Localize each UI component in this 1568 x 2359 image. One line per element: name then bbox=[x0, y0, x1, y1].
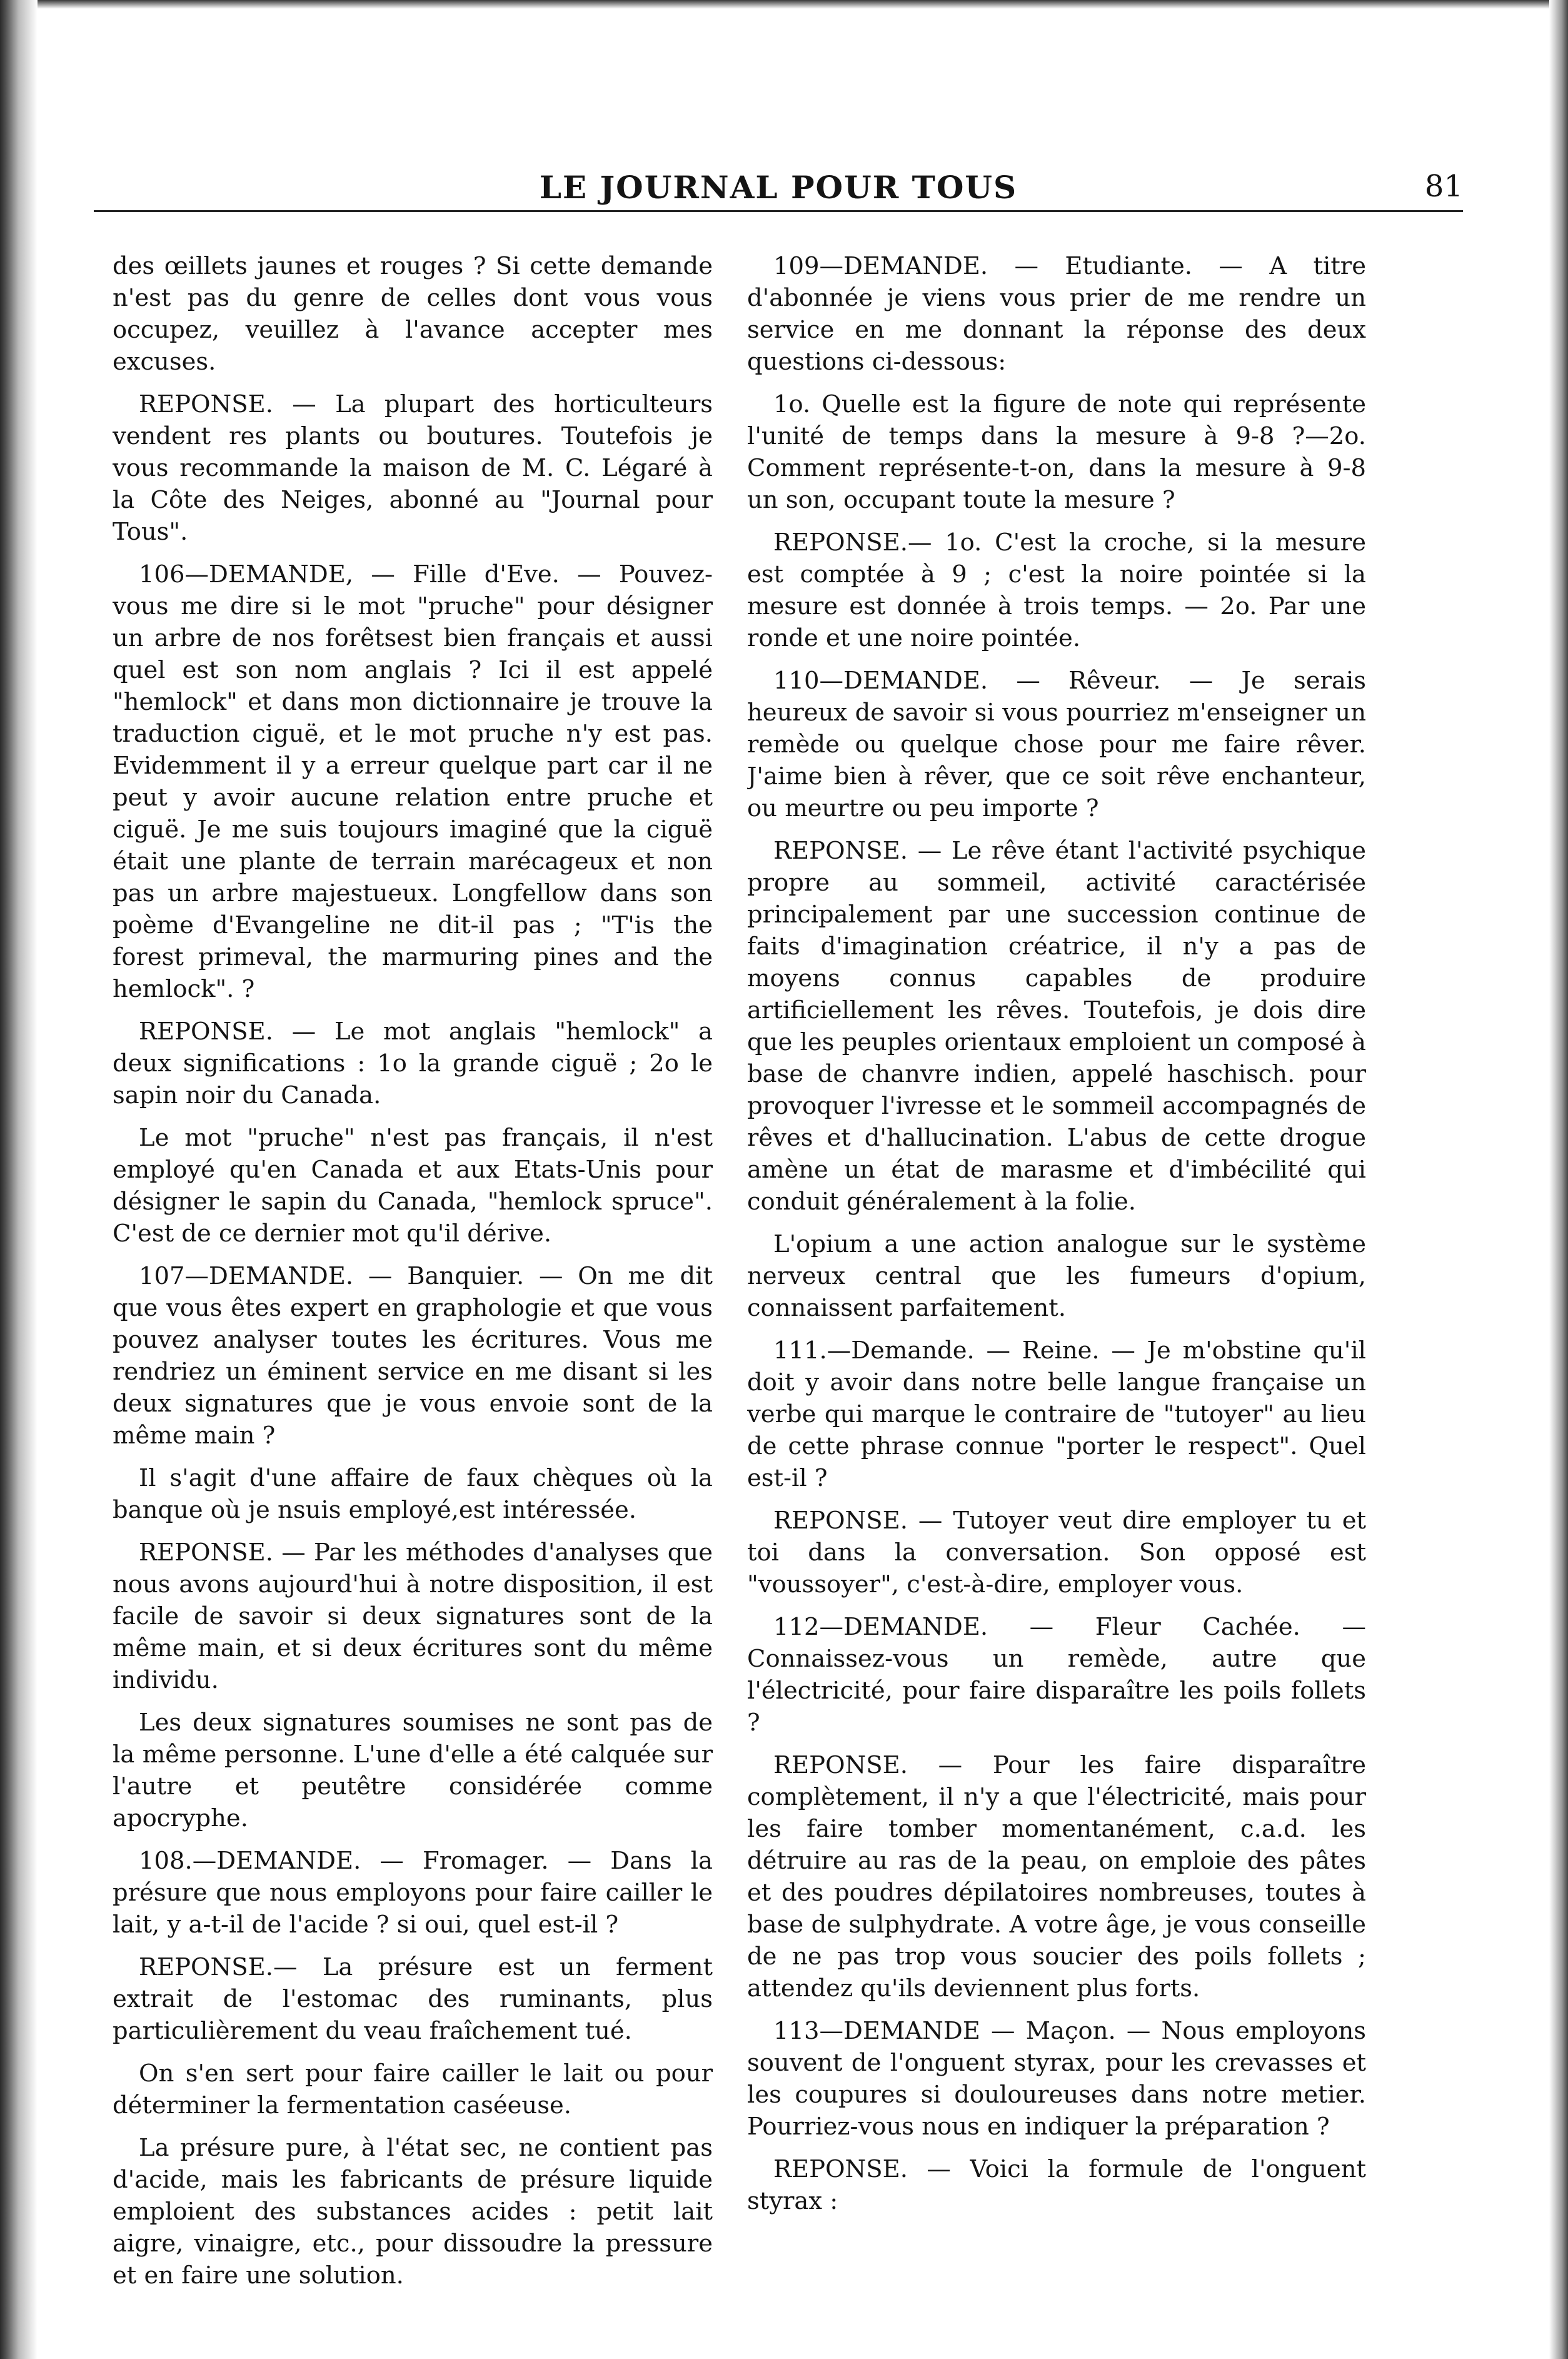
paragraph: 113—DEMANDE — Maçon. — Nous employons souvent de l'onguent styrax, pour les crevasses et les coupures si douloureuses dans notre metier. Pourriez-vous nous en indiquer la préparation ? bbox=[747, 2017, 1366, 2141]
paragraph: REPONSE. — Tutoyer veut dire employer tu et toi dans la conversation. Son opposé est "voussoyer", c'est-à-dire, employer vous. bbox=[747, 1507, 1366, 1599]
right-column bbox=[747, 250, 1366, 2351]
paragraph: Il s'agit d'une affaire de faux chèques où la banque où je nsuis employé,est intéressée. bbox=[113, 1464, 713, 1524]
paragraph: Le mot "pruche" n'est pas français, il n'est employé qu'en Canada et aux Etats-Unis pour désigner le sapin du Canada, "hemlock spruce". C'est de ce dernier mot qu'il dérive. bbox=[113, 1124, 713, 1248]
paragraph: La présure pure, à l'état sec, ne contient pas d'acide, mais les fabricants de présure liquide emploient des substances acides : petit lait aigre, vinaigre, etc., pour dissoudre la pressure et en faire une solution. bbox=[113, 2134, 713, 2290]
paragraph: 108.—DEMANDE. — Fromager. — Dans la présure que nous employons pour faire cailler le lait, y a-t-il de l'acide ? si oui, quel est-il ? bbox=[113, 1847, 713, 1939]
paragraph: 109—DEMANDE. — Etudiante. — A titre d'abonnée je viens vous prier de me rendre un service en me donnant la réponse des deux questions ci-dessous: bbox=[747, 252, 1366, 376]
page-header bbox=[94, 164, 1463, 214]
paragraph: REPONSE. — Par les méthodes d'analyses que nous avons aujourd'hui à notre disposition, il est facile de savoir si deux signatures sont de la même main, et si deux écritures sont du même individu. bbox=[113, 1538, 713, 1694]
paragraph: 106—DEMANDE, — Fille d'Eve. — Pouvez-vous me dire si le mot "pruche" pour désigner un arbre de nos forêtsest bien français et aussi quel est son nom anglais ? Ici il est appelé "hemlock" et dans mon dictionnaire je trouve la traduction ciguë, et le mot pruche n'y est pas. Evidemment il y a erreur quelque part car il ne peut y avoir aucune relation entre pruche et ciguë. Je me suis toujours imaginé que la ciguë était une plante de terrain marécageux et non pas un arbre majestueux. Longfellow dans son poème d'Evangeline ne dit-il pas ; "T'is the forest primeval, the marmuring pines and the hemlock". ? bbox=[113, 560, 713, 1003]
paragraph: REPONSE.— 1o. C'est la croche, si la mesure est comptée à 9 ; c'est la noire pointée si la mesure est donnée à trois temps. — 2o. Par une ronde et une noire pointée. bbox=[747, 528, 1366, 652]
running-title: LE JOURNAL POUR TOUS bbox=[539, 169, 1018, 206]
paragraph: REPONSE.— La présure est un ferment extrait de l'estomac des ruminants, plus particulièrement du veau fraîchement tué. bbox=[113, 1953, 713, 2045]
paragraph: Les deux signatures soumises ne sont pas de la même personne. L'une d'elle a été calquée sur l'autre et peutêtre considérée comme apocryphe. bbox=[113, 1709, 713, 1832]
header-rule bbox=[94, 210, 1463, 212]
paragraph: 112—DEMANDE. — Fleur Cachée. —Connaissez-vous un remède, autre que l'électricité, pour faire disparaître les poils follets ? bbox=[747, 1613, 1366, 1737]
paragraph: On s'en sert pour faire cailler le lait ou pour déterminer la fermentation caséeuse. bbox=[113, 2059, 713, 2119]
paragraph: REPONSE. — La plupart des horticulteurs vendent res plants ou boutures. Toutefois je vous recommande la maison de M. C. Légaré à la Côte des Neiges, abonné au "Journal pour Tous". bbox=[113, 390, 713, 546]
paragraph: L'opium a une action analogue sur le système nerveux central que les fumeurs d'opium, connaissent parfaitement. bbox=[747, 1230, 1366, 1322]
scan-top-edge bbox=[0, 0, 1568, 9]
paragraph: des œillets jaunes et rouges ? Si cette demande n'est pas du genre de celles dont vous vous occupez, veuillez à l'avance accepter mes excuses. bbox=[113, 252, 713, 376]
paragraph: 107—DEMANDE. — Banquier. — On me dit que vous êtes expert en graphologie et que vous pouvez analyser toutes les écritures. Vous me rendriez un éminent service en me disant si les deux signatures que je vous envoie sont de la même main ? bbox=[113, 1262, 713, 1450]
scan-left-edge bbox=[0, 0, 38, 2359]
paragraph: 111.—Demande. — Reine. — Je m'obstine qu'il doit y avoir dans notre belle langue française un verbe qui marque le contraire de "tutoyer" au lieu de cette phrase connue "porter le respect". Quel est-il ? bbox=[747, 1336, 1366, 1492]
page-number: 81 bbox=[1424, 169, 1463, 204]
paragraph: 110—DEMANDE. — Rêveur. — Je serais heureux de savoir si vous pourriez m'enseigner un remède ou quelque chose pour me faire rêver. J'aime bien à rêver, que ce soit rêve enchanteur, ou meurtre ou peu importe ? bbox=[747, 667, 1366, 822]
left-column bbox=[113, 250, 713, 2351]
scan-right-edge bbox=[1549, 0, 1568, 2359]
paragraph: REPONSE. — Le mot anglais "hemlock" a deux significations : 1o la grande ciguë ; 2o le sapin noir du Canada. bbox=[113, 1018, 713, 1109]
paragraph: REPONSE. — Voici la formule de l'onguent styrax : bbox=[747, 2155, 1366, 2215]
paragraph: REPONSE. — Le rêve étant l'activité psychique propre au sommeil, activité caractérisée principalement par une succession continue de faits d'imagination créatrice, il n'y a pas de moyens connus capables de produire artificiellement les rêves. Toutefois, je dois dire que les peuples orientaux emploient un composé à base de chanvre indien, appelé haschisch. pour provoquer l'ivresse et le sommeil accompagnés de rêves et d'hallucination. L'abus de cette drogue amène un état de marasme et d'imbécilité qui conduit généralement à la folie. bbox=[747, 837, 1366, 1216]
paragraph: 1o. Quelle est la figure de note qui représente l'unité de temps dans la mesure à 9-8 ?—2o. Comment représente-t-on, dans la mesure à 9-8 un son, occupant toute la mesure ? bbox=[747, 390, 1366, 514]
paragraph: REPONSE. — Pour les faire disparaître complètement, il n'y a que l'électricité, mais pour les faire tomber momentanément, c.a.d. les détruire au ras de la peau, on emploie des pâtes et des poudres dépilatoires nombreuses, toutes à base de sulphydrate. A votre âge, je vous conseille de ne pas trop vous soucier des poils follets ; attendez qu'ils deviennent plus forts. bbox=[747, 1751, 1366, 2003]
